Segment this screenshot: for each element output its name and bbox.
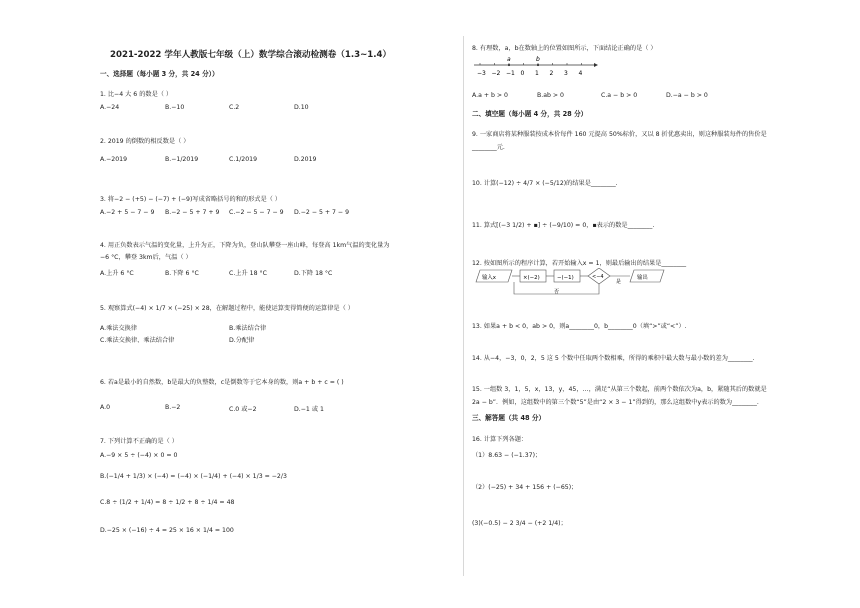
number-line-tick-label: −3 [477, 70, 486, 77]
question-12-stem: 12. 按如图所示的程序计算，若开始输入x = 1，则最后输出的结果是________ [472, 260, 687, 267]
q2-option-a: A.−2019 [100, 156, 128, 163]
number-line-tick-label: 3 [564, 70, 568, 77]
q8-option-d: D.−a − b > 0 [666, 92, 708, 99]
q5-option-b: B.乘法结合律 [229, 325, 267, 332]
q2-option-b: B.−1/2019 [165, 156, 199, 163]
q8-option-c: C.a − b > 0 [601, 92, 638, 99]
q8-option-a: A.a + b > 0 [472, 92, 508, 99]
section-fill-heading: 二、填空题（每小题 4 分，共 28 分） [472, 110, 588, 118]
exam-title: 2021-2022 学年人教版七年级（上）数学综合滚动检测卷（1.3~1.4） [110, 50, 392, 60]
number-line-label-a: a [507, 56, 511, 63]
q4-option-c: C.上升 18 °C [229, 270, 267, 277]
number-line-tick-label: −1 [506, 70, 515, 77]
q1-option-c: C.2 [229, 104, 240, 111]
q3-option-c: C.−2 − 5 − 7 − 9 [229, 209, 284, 216]
q3-option-d: D.−2 − 5 + 7 − 9 [294, 209, 350, 216]
q1-option-b: B.−10 [165, 104, 185, 111]
q4-option-d: D.下降 18 °C [294, 270, 333, 277]
flow-no-label: 否 [554, 289, 560, 295]
q5-option-c: C.乘法交换律、乘法结合律 [100, 337, 175, 344]
q1-option-d: D.10 [294, 104, 309, 111]
flow-yes-label: 是 [616, 279, 622, 285]
q2-option-c: C.1/2019 [229, 156, 258, 163]
number-line-figure [470, 54, 600, 80]
question-4-stem-cont: −6 °C，攀登 3km后，气温（ ） [100, 254, 192, 261]
q6-option-a: A.0 [100, 404, 111, 411]
flow-input-label: 输入x [482, 275, 496, 281]
question-11-stem: 11. 算式[(−3 1/2) + ▪] ÷ (−9/10) = 0，▪表示的数是________. [472, 222, 655, 229]
flow-multiply-label: ×(−2) [523, 275, 540, 281]
q8-option-b: B.ab > 0 [537, 92, 564, 99]
question-4-stem: 4. 用正负数表示气温的变化量，上升为正，下降为负，登山队攀登一座山峰，每登高 1km气温的变化量为 [100, 242, 390, 249]
number-line-tick-label: 2 [549, 70, 554, 77]
q6-option-d: D.−1 或 1 [294, 406, 324, 413]
number-line-tick-label: 1 [535, 70, 539, 77]
q16-part-3: (3)(−0.5) − 2 3/4 − (+2 1/4)； [472, 520, 567, 527]
question-13-stem: 13. 如果a + b < 0，ab > 0，则a________0，b________0（填“>”或“<”）. [472, 323, 687, 330]
flow-condition-label: <−4 [592, 274, 604, 280]
q16-part-2: （2）(−25) + 34 + 156 + (−65)； [472, 484, 578, 491]
question-5-stem: 5. 观察算式(−4) × 1/7 × (−25) × 28，在解题过程中，能使运算变得简便的运算律是（ ） [100, 305, 354, 312]
q7-option-a: A.−9 × 5 ÷ (−4) × 0 = 0 [100, 452, 178, 459]
question-1-stem: 1. 比−4 大 6 的数是（ ） [100, 91, 173, 98]
point-a [508, 64, 510, 66]
q6-option-b: B.−2 [165, 404, 181, 411]
q7-option-c: C.8 ÷ (1/2 + 1/4) = 8 ÷ 1/2 + 8 ÷ 1/4 = 48 [100, 499, 235, 506]
question-14-stem: 14. 从−4，−3，0，2，5 这 5 个数中任取两个数相乘，所得的乘积中最大数与最小数的差为________. [472, 355, 755, 362]
question-9-stem-cont: ________元. [472, 144, 505, 151]
question-2-stem: 2. 2019 的倒数的相反数是（ ） [100, 138, 190, 145]
column-divider [463, 36, 464, 576]
q5-option-a: A.乘法交换律 [100, 325, 138, 332]
question-8-stem: 8. 有理数，a，b在数轴上的位置如图所示，下面结论正确的是（ ） [472, 45, 657, 52]
number-line-label-b: b [536, 56, 540, 63]
section-choice-heading: 一、选择题（每小题 3 分，共 24 分）） [100, 70, 219, 78]
question-9-stem: 9. 一家商店将某种服装按成本价每件 160 元提高 50%标价，又以 8 折优惠卖出，则这种服装每件的售价是 [472, 131, 767, 138]
q7-option-b: B.(−1/4 + 1/3) × (−4) = (−4) × (−1/4) + (−4) × 1/3 = −2/3 [100, 473, 287, 480]
q6-option-c: C.0 或−2 [229, 406, 257, 413]
program-flowchart [474, 268, 674, 298]
q4-option-a: A.上升 6 °C [100, 270, 134, 277]
number-line-arrow [594, 63, 598, 67]
q4-option-b: B.下降 6 °C [165, 270, 199, 277]
q3-option-a: A.−2 + 5 − 7 − 9 [100, 209, 155, 216]
q7-option-d: D.−25 × (−16) ÷ 4 = 25 × 16 × 1/4 = 100 [100, 527, 234, 534]
question-10-stem: 10. 计算(−12) ÷ 4/7 × (−5/12)的结果是________. [472, 180, 618, 187]
number-line-tick-label: 4 [578, 70, 583, 77]
section-answer-heading: 三、解答题（共 48 分） [472, 414, 546, 422]
question-15-stem-cont: 2a − b”．例如，这组数中的第三个数“5”是由“2 × 3 − 1”得到的，那么这组数中y表示的数为________. [472, 399, 759, 406]
question-16-stem: 16. 计算下列各题： [472, 436, 528, 443]
q5-option-d: D.分配律 [229, 337, 255, 344]
question-6-stem: 6. 若a是最小的自然数，b是最大的负整数，c是倒数等于它本身的数，则a + b + c = ( ) [100, 379, 344, 386]
q1-option-a: A.−24 [100, 104, 120, 111]
q2-option-d: D.2019 [294, 156, 317, 163]
question-3-stem: 3. 将−2 − (+5) − (−7) + (−9)写成省略括号的和的形式是（ ） [100, 196, 281, 203]
point-b [537, 64, 539, 66]
q16-part-1: （1）8.63 − (−1.37)； [472, 452, 542, 459]
number-line-tick-label: −2 [491, 70, 501, 77]
number-line-tick-label: 0 [520, 70, 525, 77]
q3-option-b: B.−2 − 5 + 7 + 9 [165, 209, 220, 216]
flow-output-label: 输出 [637, 275, 648, 281]
question-7-stem: 7. 下列计算不正确的是（ ） [100, 438, 178, 445]
question-15-stem: 15. 一组数 3，1，5，x，13，y，45，…，满足“从第三个数起，前两个数依次为a，b，紧随其后的数就是 [472, 386, 767, 393]
flow-subtract-label: −(−1) [557, 275, 574, 281]
